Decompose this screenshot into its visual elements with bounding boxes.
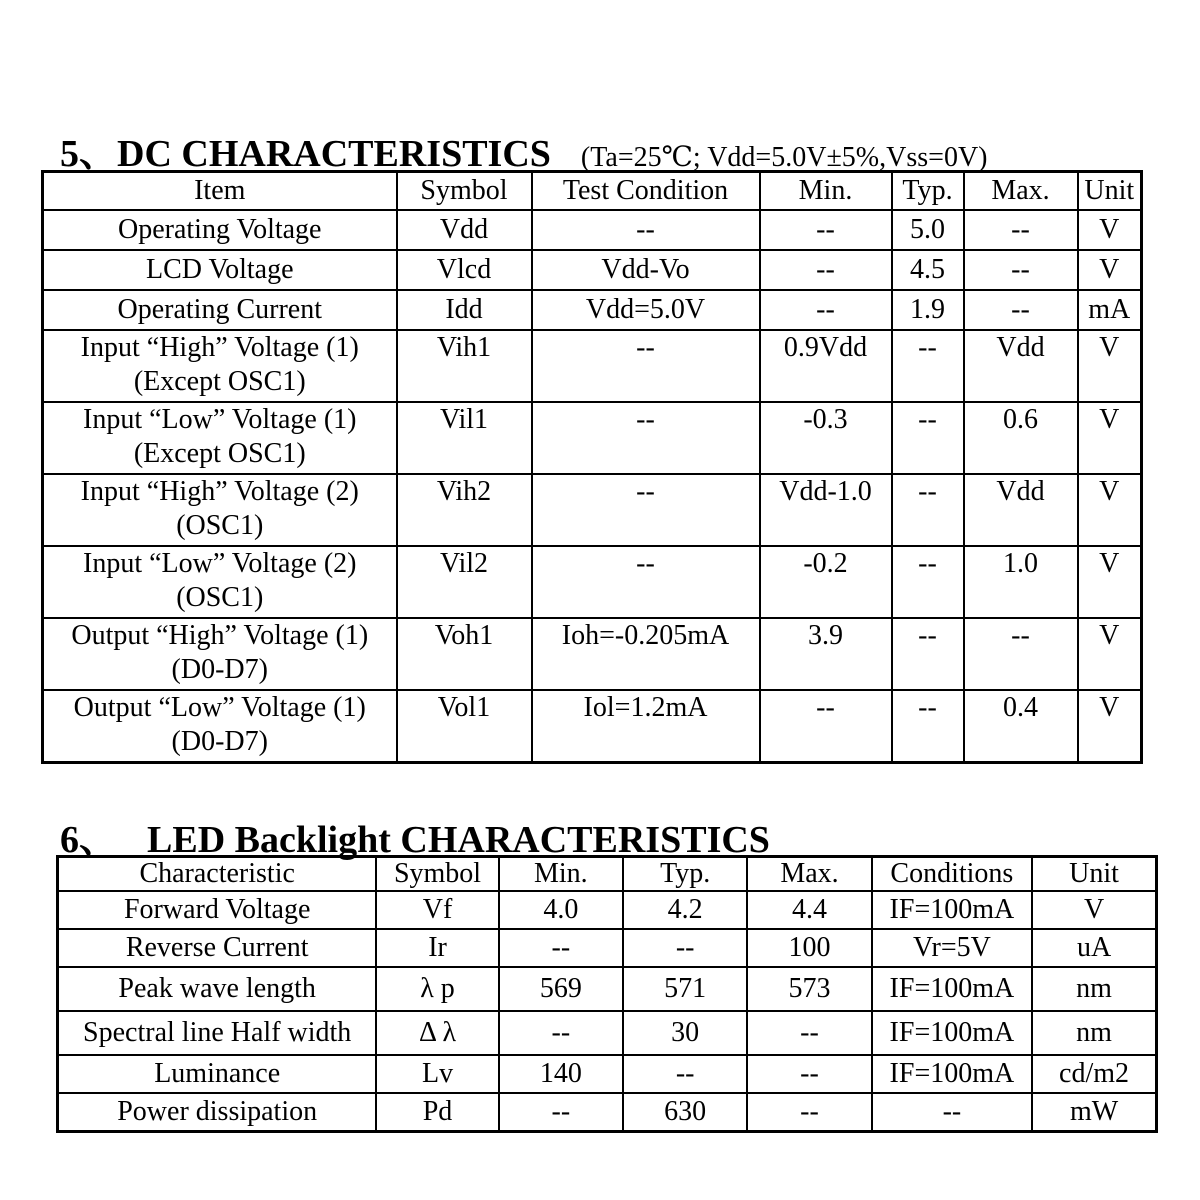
dc-unit-cell: V	[1078, 250, 1142, 290]
dc-header-cell: Symbol	[397, 172, 532, 211]
dc-symbol-cell: Voh1	[397, 618, 532, 690]
dc-symbol-cell: Vil1	[397, 402, 532, 474]
dc-item-name: Output “High” Voltage (1)	[71, 620, 369, 651]
dc-test-cell: --	[532, 210, 760, 250]
dc-max-cell: 1.0	[964, 546, 1078, 618]
dc-item-name: Input “High” Voltage (1)	[80, 332, 359, 363]
led-typ-cell: 30	[623, 1011, 747, 1055]
dc-min-cell: 0.9Vdd	[760, 330, 892, 402]
dc-max-cell: --	[964, 250, 1078, 290]
dc-typ-cell: --	[892, 546, 964, 618]
dc-max-cell: --	[964, 290, 1078, 330]
led-min-cell: 140	[499, 1055, 623, 1093]
dc-min-cell: --	[760, 250, 892, 290]
dc-item-name: Operating Voltage	[118, 214, 322, 245]
dc-table-row	[43, 402, 1142, 474]
dc-typ-cell: 1.9	[892, 290, 964, 330]
led-cond-cell: IF=100mA	[872, 1011, 1032, 1055]
dc-section-heading	[60, 122, 987, 177]
led-char-cell: Reverse Current	[58, 929, 377, 967]
dc-item-cell	[43, 402, 397, 474]
dc-item-name: Operating Current	[117, 294, 322, 325]
led-max-cell: 4.4	[747, 891, 871, 929]
led-unit-cell: nm	[1032, 1011, 1156, 1055]
dc-table-row	[43, 690, 1142, 763]
dc-header-cell: Test Condition	[532, 172, 760, 211]
dc-symbol-cell: Vlcd	[397, 250, 532, 290]
dc-typ-cell: 5.0	[892, 210, 964, 250]
led-char-cell: Luminance	[58, 1055, 377, 1093]
dc-max-cell: --	[964, 618, 1078, 690]
dc-item-qualifier: (OSC1)	[176, 510, 264, 541]
led-table-row	[58, 929, 1157, 967]
dc-section-title: 5、DC CHARACTERISTICS	[60, 133, 551, 175]
led-symbol-cell: Δ λ	[376, 1011, 498, 1055]
dc-table-row	[43, 330, 1142, 402]
led-table-row	[58, 891, 1157, 929]
dc-unit-cell: V	[1078, 330, 1142, 402]
dc-symbol-cell: Idd	[397, 290, 532, 330]
dc-max-cell: 0.6	[964, 402, 1078, 474]
dc-item-name: Output “Low” Voltage (1)	[73, 692, 366, 723]
dc-characteristics-table	[41, 170, 1143, 764]
dc-header-cell: Item	[43, 172, 397, 211]
dc-unit-cell: V	[1078, 402, 1142, 474]
dc-unit-cell: mA	[1078, 290, 1142, 330]
dc-header-cell: Unit	[1078, 172, 1142, 211]
dc-min-cell: --	[760, 210, 892, 250]
dc-min-cell: -0.2	[760, 546, 892, 618]
dc-symbol-cell: Vdd	[397, 210, 532, 250]
dc-unit-cell: V	[1078, 690, 1142, 763]
led-header-row	[58, 857, 1157, 892]
led-header-cell: Unit	[1032, 857, 1156, 892]
led-symbol-cell: Lv	[376, 1055, 498, 1093]
led-header-cell: Conditions	[872, 857, 1032, 892]
led-unit-cell: uA	[1032, 929, 1156, 967]
led-header-cell: Typ.	[623, 857, 747, 892]
led-table-row	[58, 967, 1157, 1011]
dc-typ-cell: --	[892, 330, 964, 402]
dc-typ-cell: --	[892, 618, 964, 690]
dc-header-cell: Min.	[760, 172, 892, 211]
dc-unit-cell: V	[1078, 474, 1142, 546]
led-table-row	[58, 1011, 1157, 1055]
dc-max-cell: Vdd	[964, 330, 1078, 402]
led-typ-cell: 630	[623, 1093, 747, 1132]
dc-item-name: Input “Low” Voltage (2)	[83, 548, 357, 579]
dc-item-cell	[43, 474, 397, 546]
dc-table-row	[43, 290, 1142, 330]
dc-header-cell: Typ.	[892, 172, 964, 211]
dc-min-cell: 3.9	[760, 618, 892, 690]
dc-test-cell: --	[532, 546, 760, 618]
led-symbol-cell: Pd	[376, 1093, 498, 1132]
led-min-cell: --	[499, 929, 623, 967]
dc-item-cell	[43, 546, 397, 618]
dc-test-cell: Vdd-Vo	[532, 250, 760, 290]
dc-max-cell: Vdd	[964, 474, 1078, 546]
dc-header-row	[43, 172, 1142, 211]
dc-typ-cell: --	[892, 474, 964, 546]
dc-test-cell: --	[532, 402, 760, 474]
led-header-cell: Characteristic	[58, 857, 377, 892]
dc-test-cell: Ioh=-0.205mA	[532, 618, 760, 690]
dc-item-name: LCD Voltage	[145, 254, 294, 285]
dc-unit-cell: V	[1078, 210, 1142, 250]
led-max-cell: --	[747, 1055, 871, 1093]
dc-table-row	[43, 210, 1142, 250]
led-cond-cell: --	[872, 1093, 1032, 1132]
dc-table-row	[43, 546, 1142, 618]
dc-table-row	[43, 250, 1142, 290]
led-symbol-cell: λ p	[376, 967, 498, 1011]
dc-typ-cell: 4.5	[892, 250, 964, 290]
led-unit-cell: mW	[1032, 1093, 1156, 1132]
dc-min-cell: Vdd-1.0	[760, 474, 892, 546]
dc-typ-cell: --	[892, 690, 964, 763]
dc-item-cell	[43, 290, 397, 330]
dc-item-cell	[43, 690, 397, 763]
led-typ-cell: --	[623, 1055, 747, 1093]
led-min-cell: --	[499, 1093, 623, 1132]
dc-table-row	[43, 618, 1142, 690]
dc-symbol-cell: Vih2	[397, 474, 532, 546]
dc-item-qualifier: (Except OSC1)	[133, 366, 306, 397]
dc-section-conditions: (Ta=25℃; Vdd=5.0V±5%,Vss=0V)	[580, 142, 988, 173]
led-max-cell: 100	[747, 929, 871, 967]
dc-typ-cell: --	[892, 402, 964, 474]
led-backlight-table	[56, 855, 1158, 1133]
dc-test-cell: Vdd=5.0V	[532, 290, 760, 330]
led-unit-cell: nm	[1032, 967, 1156, 1011]
led-typ-cell: 571	[623, 967, 747, 1011]
led-header-cell: Max.	[747, 857, 871, 892]
led-section-title: LED Backlight CHARACTERISTICS	[147, 819, 770, 861]
led-header-cell: Symbol	[376, 857, 498, 892]
dc-item-name: Input “Low” Voltage (1)	[83, 404, 357, 435]
dc-item-cell	[43, 250, 397, 290]
dc-symbol-cell: Vih1	[397, 330, 532, 402]
led-min-cell: --	[499, 1011, 623, 1055]
dc-item-qualifier: (D0-D7)	[171, 654, 268, 685]
led-unit-cell: V	[1032, 891, 1156, 929]
dc-unit-cell: V	[1078, 546, 1142, 618]
led-symbol-cell: Vf	[376, 891, 498, 929]
dc-min-cell: --	[760, 290, 892, 330]
dc-item-qualifier: (D0-D7)	[171, 726, 268, 757]
dc-min-cell: -0.3	[760, 402, 892, 474]
dc-symbol-cell: Vil2	[397, 546, 532, 618]
dc-max-cell: --	[964, 210, 1078, 250]
led-table-row	[58, 1055, 1157, 1093]
led-cond-cell: IF=100mA	[872, 967, 1032, 1011]
led-symbol-cell: Ir	[376, 929, 498, 967]
dc-item-qualifier: (OSC1)	[176, 582, 264, 613]
led-char-cell: Power dissipation	[58, 1093, 377, 1132]
led-char-cell: Spectral line Half width	[58, 1011, 377, 1055]
led-cond-cell: IF=100mA	[872, 1055, 1032, 1093]
led-char-cell: Forward Voltage	[58, 891, 377, 929]
dc-header-cell: Max.	[964, 172, 1078, 211]
dc-test-cell: --	[532, 474, 760, 546]
led-max-cell: --	[747, 1011, 871, 1055]
dc-item-name: Input “High” Voltage (2)	[80, 476, 359, 507]
led-max-cell: --	[747, 1093, 871, 1132]
dc-unit-cell: V	[1078, 618, 1142, 690]
dc-symbol-cell: Vol1	[397, 690, 532, 763]
led-unit-cell: cd/m2	[1032, 1055, 1156, 1093]
led-min-cell: 569	[499, 967, 623, 1011]
dc-item-qualifier: (Except OSC1)	[133, 438, 306, 469]
led-max-cell: 573	[747, 967, 871, 1011]
dc-item-cell	[43, 330, 397, 402]
led-char-cell: Peak wave length	[58, 967, 377, 1011]
dc-item-cell	[43, 618, 397, 690]
led-typ-cell: 4.2	[623, 891, 747, 929]
dc-item-cell	[43, 210, 397, 250]
led-typ-cell: --	[623, 929, 747, 967]
dc-table-row	[43, 474, 1142, 546]
led-section-number: 6、	[60, 819, 118, 861]
led-cond-cell: IF=100mA	[872, 891, 1032, 929]
dc-min-cell: --	[760, 690, 892, 763]
dc-max-cell: 0.4	[964, 690, 1078, 763]
led-header-cell: Min.	[499, 857, 623, 892]
led-cond-cell: Vr=5V	[872, 929, 1032, 967]
led-table-row	[58, 1093, 1157, 1132]
dc-test-cell: --	[532, 330, 760, 402]
led-min-cell: 4.0	[499, 891, 623, 929]
dc-test-cell: Iol=1.2mA	[532, 690, 760, 763]
